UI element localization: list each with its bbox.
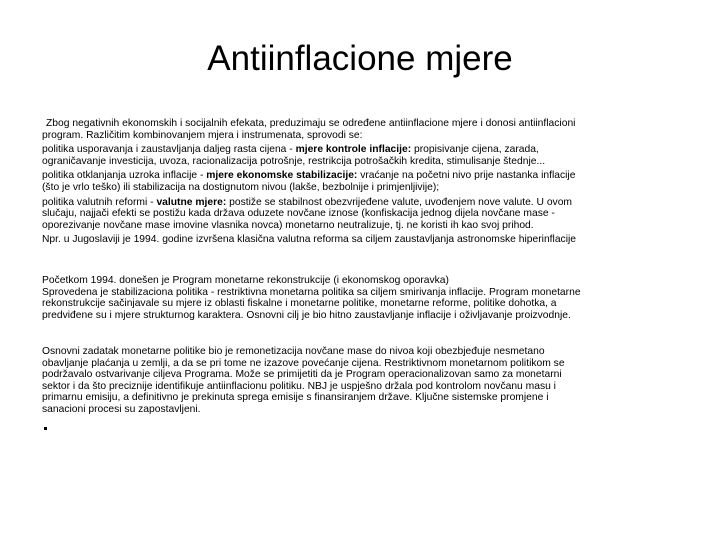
content-block-measures — [42, 118, 692, 246]
text-segment: postiže se stabilnost obezvrijeđene valute, uvođenjem nove valute. U ovom — [226, 196, 572, 208]
text-segment: politika usporavanja i zaustavljanja daljeg rasta cijena - — [42, 144, 296, 156]
text-line: oporezivanje novčane mase imovine vlasnika novca) monetarno neutralizuje, tj. ne koristi ih kao svoj prihod. — [42, 219, 534, 231]
bullet-icon — [44, 427, 47, 430]
content-block-monetary — [42, 346, 692, 416]
text-line: rekonstrukcije sačinjavale su mjere iz oblasti fiskalne i monetarne politike, monetarne reforme, politike dohotka, a — [42, 298, 557, 310]
measure-stabilization-term: mjere ekonomske stabilizacije: — [206, 170, 358, 182]
text-line: (što je vrlo teško) ili stabilizacija na dostignutom nivou (lakše, bezbolnije i primjenljivije); — [42, 181, 440, 193]
text-line: Osnovni zadatak monetarne politike bio je remonetizacija novčane mase do nivoa koji obezbjeđuje nesmetano — [42, 346, 545, 357]
text-line: primarnu emisiju, a definitivno je prekinuta sprega emisije s finansiranjem države. Ključne sistemske promjene i — [42, 392, 549, 404]
text-line: program. Različitim kombinovanjem mjera i instrumenata, sprovodi se: — [42, 129, 363, 141]
text-line: Zbog negativnih ekonomskih i socijalnih efekata, preduzimaju se određene antiinflacione mjere i donosi antiinflacioni — [46, 118, 576, 129]
measure-currency-term: valutne mjere: — [156, 196, 227, 208]
text-line: ograničavanje investicija, uvoza, racionalizacija potrošnje, restrikcija potrošačkih kredita, stimulisanje štednje... — [42, 155, 546, 167]
text-segment: politika valutnih reformi - — [42, 196, 157, 208]
text-line: obavljanje plaćanja u zemlji, a da se pri tome ne izazove povećanje cijena. Restriktivnom monetarnom politikom se — [42, 357, 565, 369]
measure-stabilization-line — [42, 170, 692, 182]
text-line: podržavalo ostvarivanje ciljeva Programa. Može se primijetiti da je Program operacionalizovan samo za monetarni — [42, 369, 562, 381]
content-block-program — [42, 275, 692, 321]
text-line: predviđene su i mjere strukturnog karaktera. Osnovni cilj je bio hitno zaustavljanje inflacije i oživljavanje proizvodnje. — [42, 309, 571, 321]
text-line: sektor i da što preciznije identifikuje antiinflacionu politiku. NBJ je uspješno držala pod kontrolom novčanu masu i — [42, 380, 556, 392]
text-segment: vraćanje na početni nivo prije nastanka inflacije — [357, 170, 576, 182]
text-line: Sprovedena je stabilizaciona politika - restriktivna monetarna politika sa ciljem smirivanja inflacije. Program monetarne — [42, 286, 581, 298]
text-segment: propisivanje cijena, zarada, — [411, 144, 539, 156]
slide-title: Antiinflacione mjere — [207, 39, 513, 78]
text-line: sanacioni procesi su zapostavljeni. — [42, 403, 201, 415]
measure-control-term: mjere kontrole inflacije: — [295, 144, 412, 156]
text-segment: politika otklanjanja uzroka inflacije - — [42, 170, 207, 182]
text-line: slučaju, najjači efekti se postižu kada država oduzete novčane iznose (konfiskacija jednog dijela novčane mase - — [42, 208, 555, 220]
text-line: Npr. u Jugoslaviji je 1994. godine izvršena klasična valutna reforma sa ciljem zaustavljanja astronomske hiperinflacije — [42, 234, 576, 246]
measure-control-line — [42, 144, 692, 156]
text-line: Početkom 1994. donešen je Program monetarne rekonstrukcije (i ekonomskog oporavka) — [42, 275, 449, 286]
measure-currency-line — [42, 197, 692, 209]
